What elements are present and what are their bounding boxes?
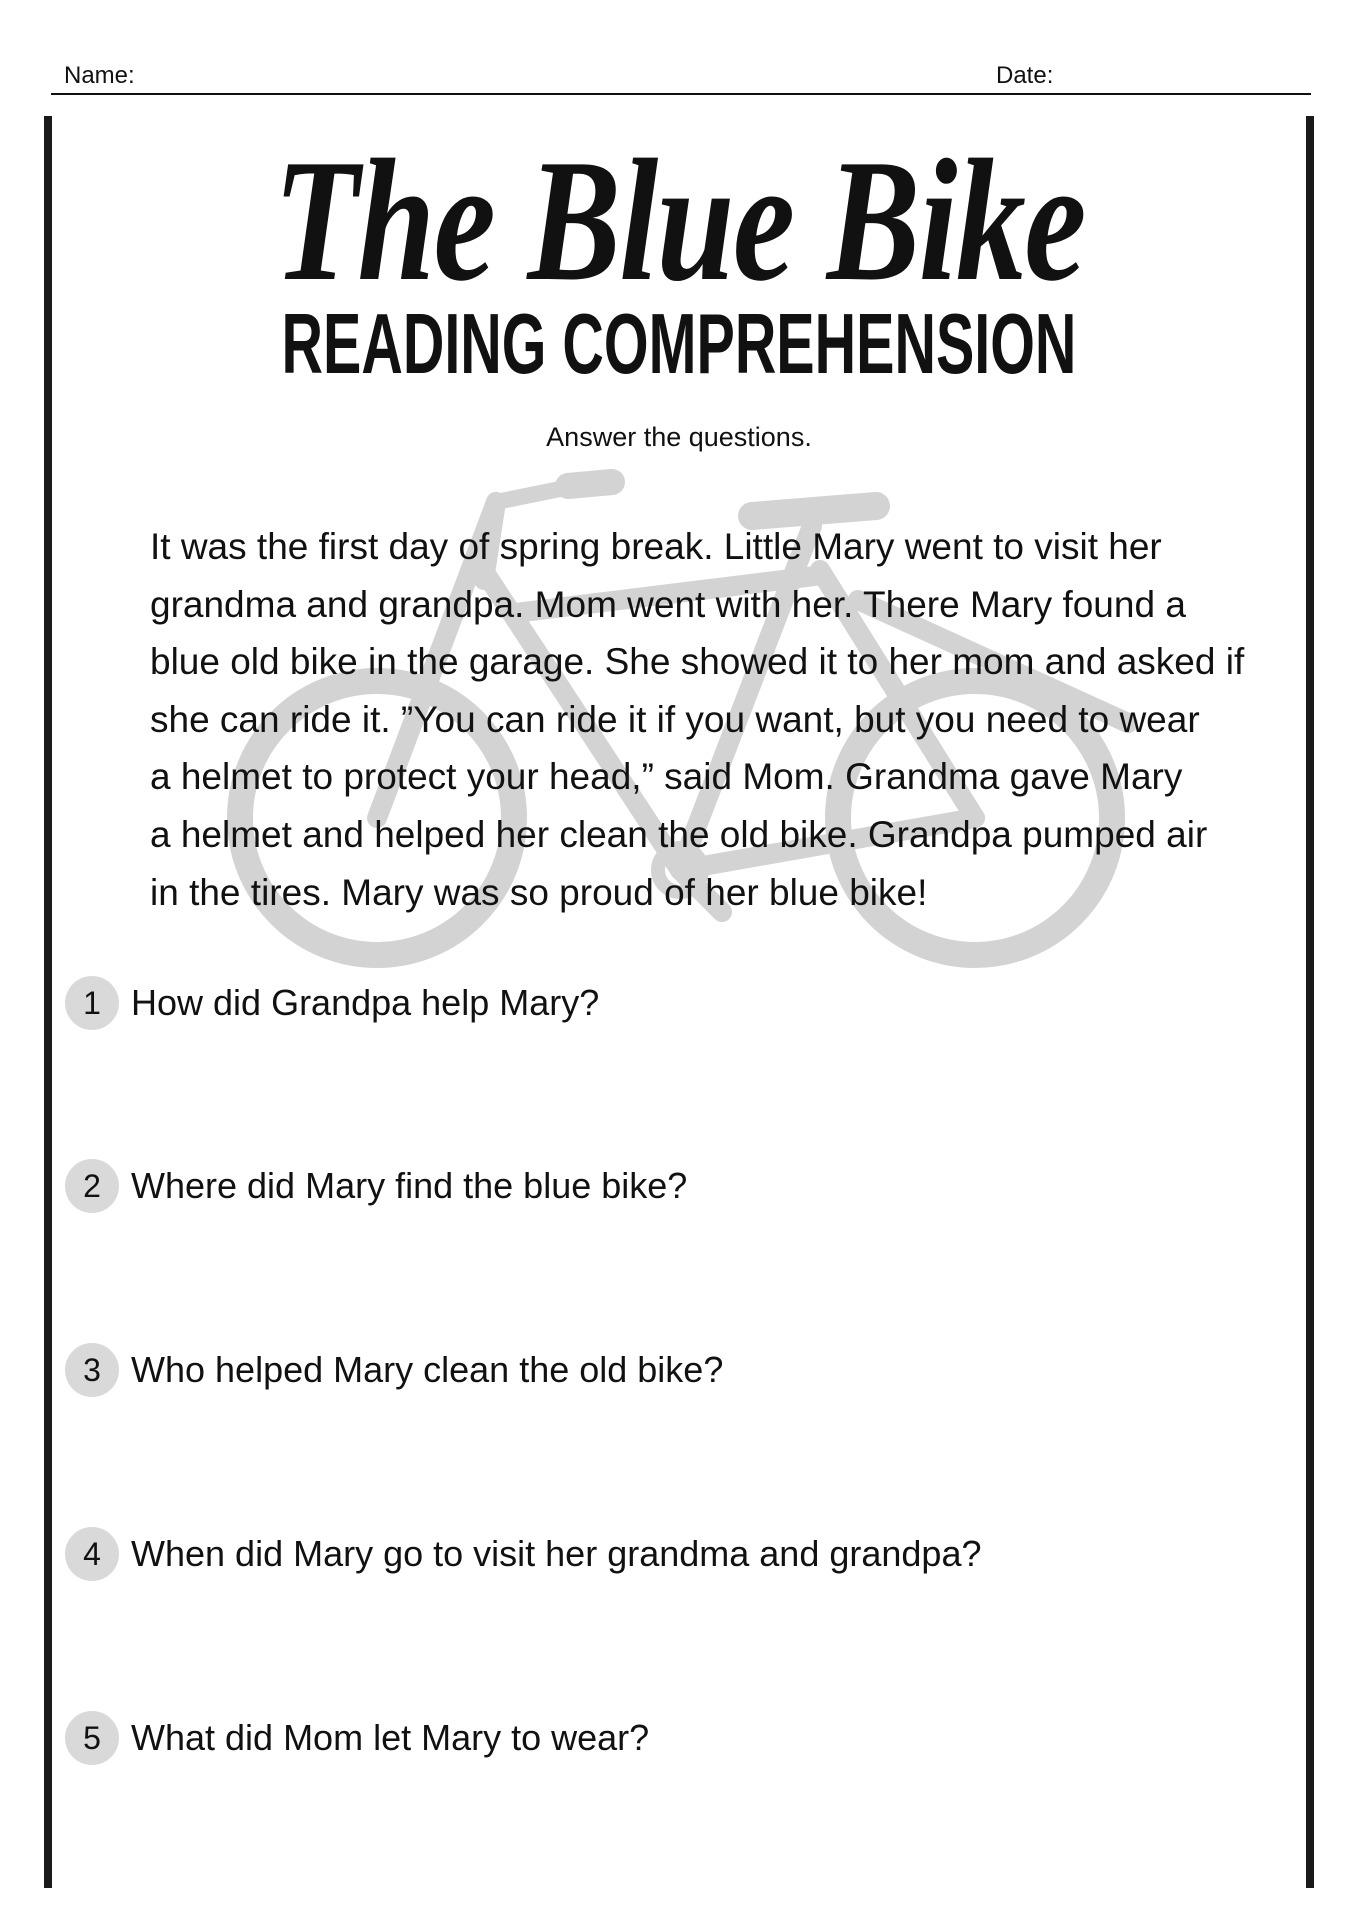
passage-line: she can ride it. ”You can ride it if you want, but you need to wear bbox=[150, 698, 1200, 740]
passage-line: in the tires. Mary was so proud of her blue bike! bbox=[150, 871, 928, 913]
question-number-badge: 1 bbox=[65, 976, 119, 1030]
handlebar-grip bbox=[568, 482, 612, 486]
question-number-badge: 2 bbox=[65, 1159, 119, 1213]
handlebar bbox=[496, 488, 565, 502]
name-label: Name: bbox=[64, 62, 135, 89]
question-number-badge: 3 bbox=[65, 1343, 119, 1397]
question-text: What did Mom let Mary to wear? bbox=[131, 1717, 650, 1758]
reading-passage bbox=[150, 518, 1244, 921]
passage-line: blue old bike in the garage. She showed it to her mom and asked if bbox=[150, 641, 1245, 683]
passage-line: a helmet and helped her clean the old bike. Grandpa pumped air bbox=[150, 813, 1208, 855]
saddle bbox=[752, 506, 876, 516]
passage-line: grandma and grandpa. Mom went with her. There Mary found a bbox=[150, 583, 1186, 625]
question-text: Where did Mary find the blue bike? bbox=[131, 1165, 688, 1206]
question-item bbox=[65, 1343, 723, 1397]
passage-line: a helmet to protect your head,” said Mom. Grandma gave Mary bbox=[150, 756, 1183, 798]
question-text: How did Grandpa help Mary? bbox=[131, 982, 600, 1023]
passage-line: It was the first day of spring break. Little Mary went to visit her bbox=[150, 526, 1162, 567]
page-title: The Blue Bike bbox=[273, 123, 1085, 317]
instructions-container bbox=[0, 424, 1358, 451]
question-number-badge: 4 bbox=[65, 1527, 119, 1581]
title-container bbox=[0, 123, 1358, 317]
question-text: When did Mary go to visit her grandma and grandpa? bbox=[131, 1533, 982, 1574]
instructions-text: Answer the questions. bbox=[546, 422, 812, 452]
question-number-badge: 5 bbox=[65, 1711, 119, 1765]
question-item bbox=[65, 1527, 981, 1581]
question-text: Who helped Mary clean the old bike? bbox=[131, 1349, 724, 1390]
question-item bbox=[65, 1159, 687, 1213]
header-rule bbox=[51, 93, 1311, 95]
question-item bbox=[65, 1711, 649, 1765]
question-item bbox=[65, 976, 599, 1030]
subtitle-container bbox=[0, 297, 1358, 392]
page-subtitle: READING COMPREHENSION bbox=[281, 297, 1077, 392]
date-label: Date: bbox=[996, 62, 1054, 89]
